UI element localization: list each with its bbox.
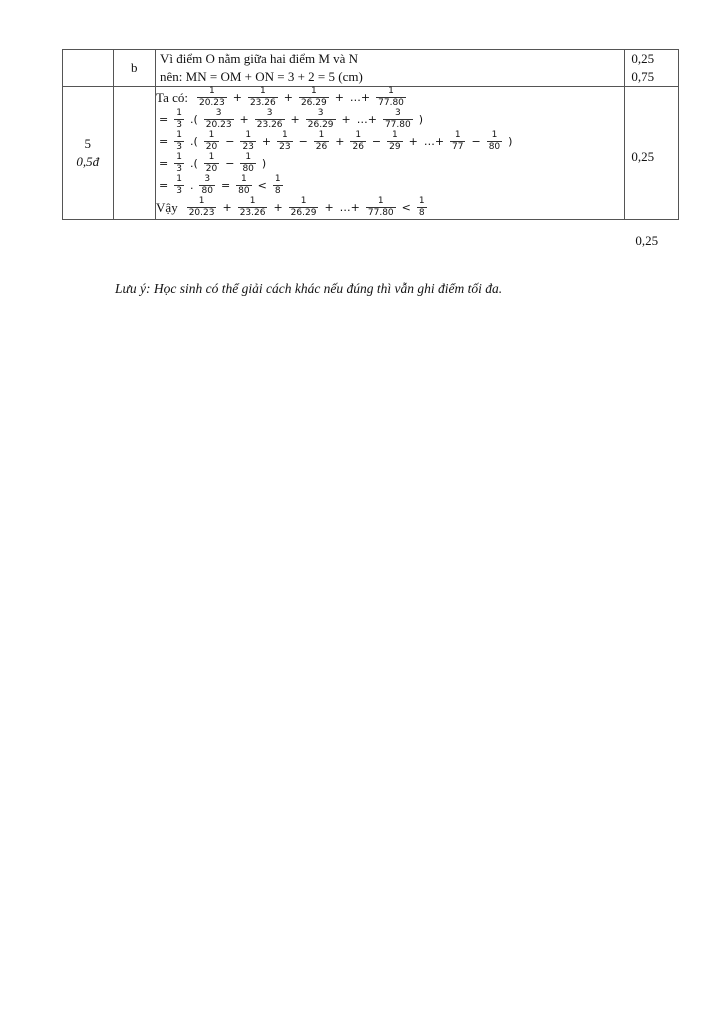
fraction: $\frac{1}{80}$: [242, 151, 254, 174]
answer-key-table: [62, 49, 679, 248]
fraction: $\frac{3}{23.26}$: [256, 107, 283, 130]
score-1: 0,25: [631, 51, 655, 66]
part-label: b: [131, 60, 138, 75]
question-points: 0,5đ: [76, 154, 100, 169]
score-2: 0,25: [635, 233, 659, 248]
fraction: $\frac{1}{77.80}$: [378, 85, 404, 108]
fraction: $\frac{3}{80}$: [201, 173, 213, 196]
fraction: $\frac{1}{26.29}$: [300, 85, 327, 108]
fraction: $\frac{1}{3}$: [176, 173, 182, 196]
question-cell-empty: [63, 50, 114, 87]
fraction: $\frac{1}{80}$: [238, 173, 250, 196]
fraction: $\frac{3}{20.23}$: [205, 107, 232, 130]
fraction: $\frac{3}{77.80}$: [384, 107, 411, 130]
fraction: $\frac{1}{23}$: [242, 129, 254, 152]
question-cell: [63, 87, 114, 220]
part-cell-empty: [113, 87, 155, 220]
table-row-b: [63, 50, 679, 87]
score-cell-5: [625, 87, 679, 248]
statement-line-1: Vì điểm O nằm giữa hai điểm M và N: [160, 51, 359, 66]
fraction: $\frac{1}{29}$: [389, 129, 401, 152]
fraction: $\frac{1}{3}$: [176, 151, 182, 174]
intro-text: Ta có:: [156, 89, 188, 105]
fraction: $\frac{1}{8}$: [418, 195, 425, 218]
fraction: $\frac{3}{26.29}$: [307, 107, 334, 130]
grading-note: Lưu ý: Học sinh có thể giải cách khác nếu đúng thì vẫn ghi điểm tối đa.: [115, 281, 503, 296]
math-line-1: Ta có: $\frac{1}{20.23}$ + $\frac{1}{23.26}$ + $\frac{1}{26.29}$ + …+ $\frac{1}{77.80}$: [156, 85, 404, 108]
math-line-6: Vậy $\frac{1}{20.23}$ + $\frac{1}{23.26}$ + $\frac{1}{26.29}$ + …+ $\frac{1}{77.80}$ < $\frac{1}{8}$: [156, 195, 425, 218]
fraction: $\frac{1}{8}$: [274, 173, 281, 196]
fraction: $\frac{1}{23}$: [279, 129, 291, 152]
score-2: 0,75: [631, 69, 655, 84]
fraction: $\frac{1}{20.23}$: [188, 195, 215, 218]
fraction: $\frac{1}{23.26}$: [249, 85, 276, 108]
fraction: $\frac{1}{26}$: [315, 129, 328, 152]
content-cell-b: [156, 50, 625, 87]
fraction: $\frac{1}{80}$: [488, 129, 501, 152]
fraction: $\frac{1}{3}$: [176, 129, 182, 152]
fraction: $\frac{1}{20}$: [205, 129, 218, 152]
statement-line-2: nên: MN = OM + ON = 3 + 2 = 5 (cm): [160, 69, 363, 84]
table-row-5: [63, 87, 679, 220]
score-1: 0,25: [631, 149, 655, 164]
fraction: $\frac{1}{3}$: [176, 107, 182, 130]
fraction: $\frac{1}{23.26}$: [239, 195, 266, 218]
math-line-2: = $\frac{1}{3}$ .( $\frac{3}{20.23}$ + $\frac{3}{23.26}$ + $\frac{3}{26.29}$ + …+ $\frac{3}{77.80}$ ): [159, 107, 424, 130]
fraction: $\frac{1}{26}$: [352, 129, 364, 152]
math-line-5: = $\frac{1}{3}$ . $\frac{3}{80}$ = $\frac{1}{80}$ < $\frac{1}{8}$: [159, 173, 281, 196]
part-cell: [113, 50, 155, 87]
fraction: $\frac{1}{77.80}$: [367, 195, 394, 218]
conclusion-text: Vậy: [156, 199, 178, 215]
math-line-4: = $\frac{1}{3}$ .( $\frac{1}{20}$ − $\frac{1}{80}$ ): [159, 151, 267, 174]
question-number: 5: [84, 136, 92, 151]
fraction: $\frac{1}{77}$: [452, 129, 464, 152]
score-cell-b: [625, 50, 679, 87]
solution-cell: [156, 87, 625, 220]
fraction: $\frac{1}{26.29}$: [290, 195, 317, 218]
fraction: $\frac{1}{20.23}$: [198, 85, 225, 108]
fraction: $\frac{1}{20}$: [205, 151, 218, 174]
math-line-3: = $\frac{1}{3}$ .( $\frac{1}{20}$ − $\frac{1}{23}$ + $\frac{1}{23}$ − $\frac{1}{26}$ + $\frac{1}{26}$ − $\frac{1}{29}$ + …+ $\frac{1}{77}$ − $\frac{1}{80}$ ): [159, 129, 513, 152]
